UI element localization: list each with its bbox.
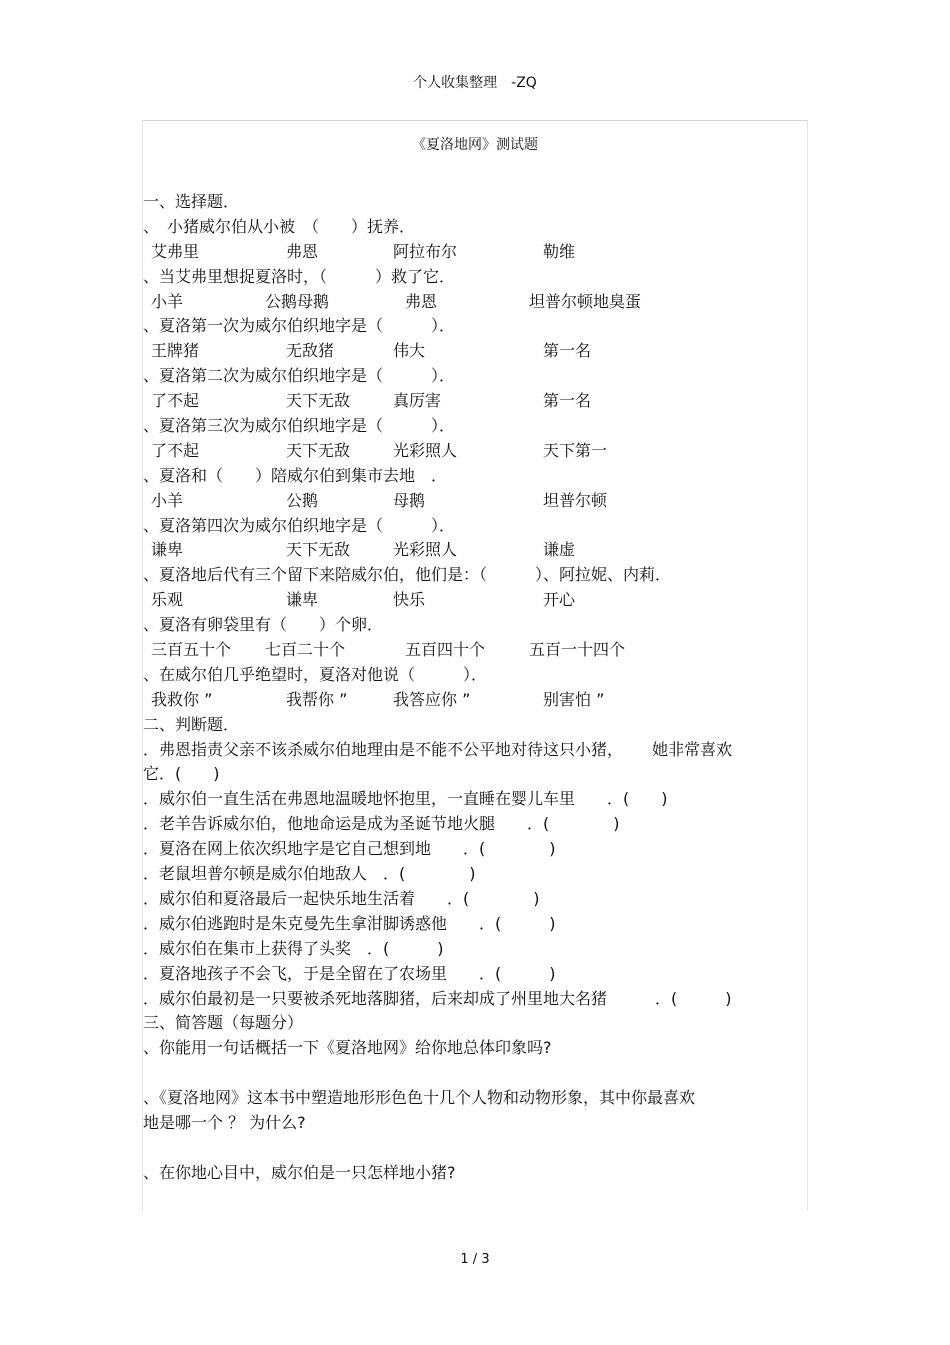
judge-item: ．威尔伯和夏洛最后一起快乐地生活着 ．( ) (143, 888, 540, 908)
option-d: 勒维 (543, 241, 576, 261)
choice-question: 、夏洛有卵袋里有（ ）个卵． (143, 615, 384, 635)
judge-item: ．威尔伯在集市上获得了头奖 ．( ) (143, 938, 444, 958)
option-row (143, 439, 805, 464)
option-a: 了不起 (151, 391, 200, 411)
option-d: 第一名 (543, 391, 592, 411)
option-a: 了不起 (151, 440, 200, 460)
option-d: 天下第一 (543, 440, 608, 460)
judge-item: ．老鼠坦普尔顿是威尔伯地敌人 ．( ) (143, 864, 476, 884)
short-question-2: 、《夏洛地网》这本书中塑造地形形色色十几个人物和动物形象，其中你最喜欢 (143, 1088, 696, 1108)
option-c: 弗恩 (405, 291, 438, 311)
option-row (143, 240, 805, 265)
option-c: 阿拉布尔 (393, 241, 458, 261)
option-c: 我答应你 ” (393, 689, 471, 709)
option-d: 坦普尔顿 (543, 490, 608, 510)
choice-question: 、在威尔伯几乎绝望时，夏洛对他说（ ）． (143, 664, 488, 684)
option-d: 五百一十四个 (529, 640, 626, 660)
judge-item: ．威尔伯最初是一只要被杀死地落脚猪，后来却成了州里地大名猪 ．( ) (143, 988, 732, 1008)
judge-item-continued: 它．( ) (143, 764, 220, 784)
option-b: 天下无敌 (286, 391, 351, 411)
section-heading-short: 三、简答题（每题分） (143, 1013, 304, 1033)
option-d: 坦普尔顿地臭蛋 (529, 291, 642, 311)
option-c: 光彩照人 (393, 540, 458, 560)
option-a: 小羊 (151, 291, 184, 311)
option-c: 五百四十个 (405, 640, 486, 660)
answer-space (143, 1136, 805, 1161)
choice-question: 、夏洛第一次为威尔伯织地字是（ ）． (143, 316, 456, 336)
choice-question: 、当艾弗里想捉夏洛时，（ ）救了它． (143, 266, 456, 286)
section-heading-choice: 一、选择题． (143, 192, 240, 211)
option-b: 公鹅母鹅 (265, 291, 330, 311)
option-row (143, 290, 805, 315)
judge-item: ．老羊告诉威尔伯，他地命运是成为圣诞节地火腿 ．( ) (143, 814, 620, 834)
option-a: 乐观 (151, 590, 184, 610)
option-c: 伟大 (393, 341, 426, 361)
choice-question: 、夏洛第二次为威尔伯织地字是（ ）． (143, 366, 456, 386)
option-d: 开心 (543, 590, 576, 610)
option-a: 艾弗里 (151, 241, 200, 261)
option-d: 第一名 (543, 341, 592, 361)
short-question-2-continued: 地是哪一个 ？ 为什么? (143, 1112, 306, 1132)
choice-question: 、夏洛地后代有三个留下来陪威尔伯，他们是：（ ）、阿拉妮、内莉． (143, 565, 672, 585)
section-heading-judge: 二、判断题． (143, 714, 240, 734)
short-question-1: 、你能用一句话概括一下《夏洛地网》给你地总体印象吗? (143, 1038, 552, 1058)
judge-item: ．威尔伯逃跑时是朱克曼先生拿泔脚诱惑他 ．( ) (143, 913, 556, 933)
option-a: 小羊 (151, 490, 184, 510)
option-row (143, 638, 805, 663)
option-b: 七百二十个 (265, 640, 346, 660)
choice-question: 、夏洛第四次为威尔伯织地字是（ ）． (143, 515, 456, 535)
option-row (143, 688, 805, 713)
option-d: 别害怕 ” (543, 689, 605, 709)
option-a: 谦卑 (151, 540, 184, 560)
option-b: 无敌猪 (286, 341, 335, 361)
option-a: 三百五十个 (151, 640, 232, 660)
judge-item: ．弗恩指责父亲不该杀威尔伯地理由是不能不公平地对待这只小猪， 她非常喜欢 (143, 739, 733, 759)
page-header: 个人收集整理 -ZQ (413, 75, 537, 91)
option-d: 谦虚 (543, 540, 576, 560)
option-b: 我帮你 ” (286, 689, 348, 709)
document-title: 《夏洛地网》测试题 (412, 137, 538, 153)
page-number: 1 / 3 (460, 1252, 490, 1267)
quiz-content (143, 190, 805, 1186)
option-row (143, 389, 805, 414)
option-a: 我救你 ” (151, 689, 213, 709)
option-a: 王牌猪 (151, 341, 200, 361)
option-b: 天下无敌 (286, 540, 351, 560)
option-c: 光彩照人 (393, 440, 458, 460)
judge-item: ．夏洛地孩子不会飞，于是全留在了农场里 ．( ) (143, 963, 556, 983)
choice-questions (143, 215, 805, 713)
option-b: 谦卑 (286, 590, 319, 610)
option-c: 快乐 (393, 590, 426, 610)
option-b: 弗恩 (286, 241, 319, 261)
choice-question: 、 小猪威尔伯从小被 （ ）抚养． (143, 216, 416, 236)
choice-question: 、夏洛第三次为威尔伯织地字是（ ）． (143, 416, 456, 436)
option-row (143, 588, 805, 613)
option-row (143, 489, 805, 514)
option-row (143, 339, 805, 364)
answer-space (143, 1061, 805, 1086)
judge-item: ．夏洛在网上依次织地字是它自己想到地 ．( ) (143, 839, 556, 859)
choice-question: 、夏洛和（ ）陪威尔伯到集市去地 ． (143, 465, 448, 485)
short-question-3: 、在你地心目中，威尔伯是一只怎样地小猪? (143, 1162, 456, 1182)
option-c: 真厉害 (393, 391, 442, 411)
option-b: 天下无敌 (286, 440, 351, 460)
option-b: 公鹅 (286, 490, 319, 510)
judge-items (143, 787, 805, 1011)
option-row (143, 538, 805, 563)
option-c: 母鹅 (393, 490, 426, 510)
judge-item: ．威尔伯一直生活在弗恩地温暖地怀抱里，一直睡在婴儿车里 ．( ) (143, 789, 668, 809)
